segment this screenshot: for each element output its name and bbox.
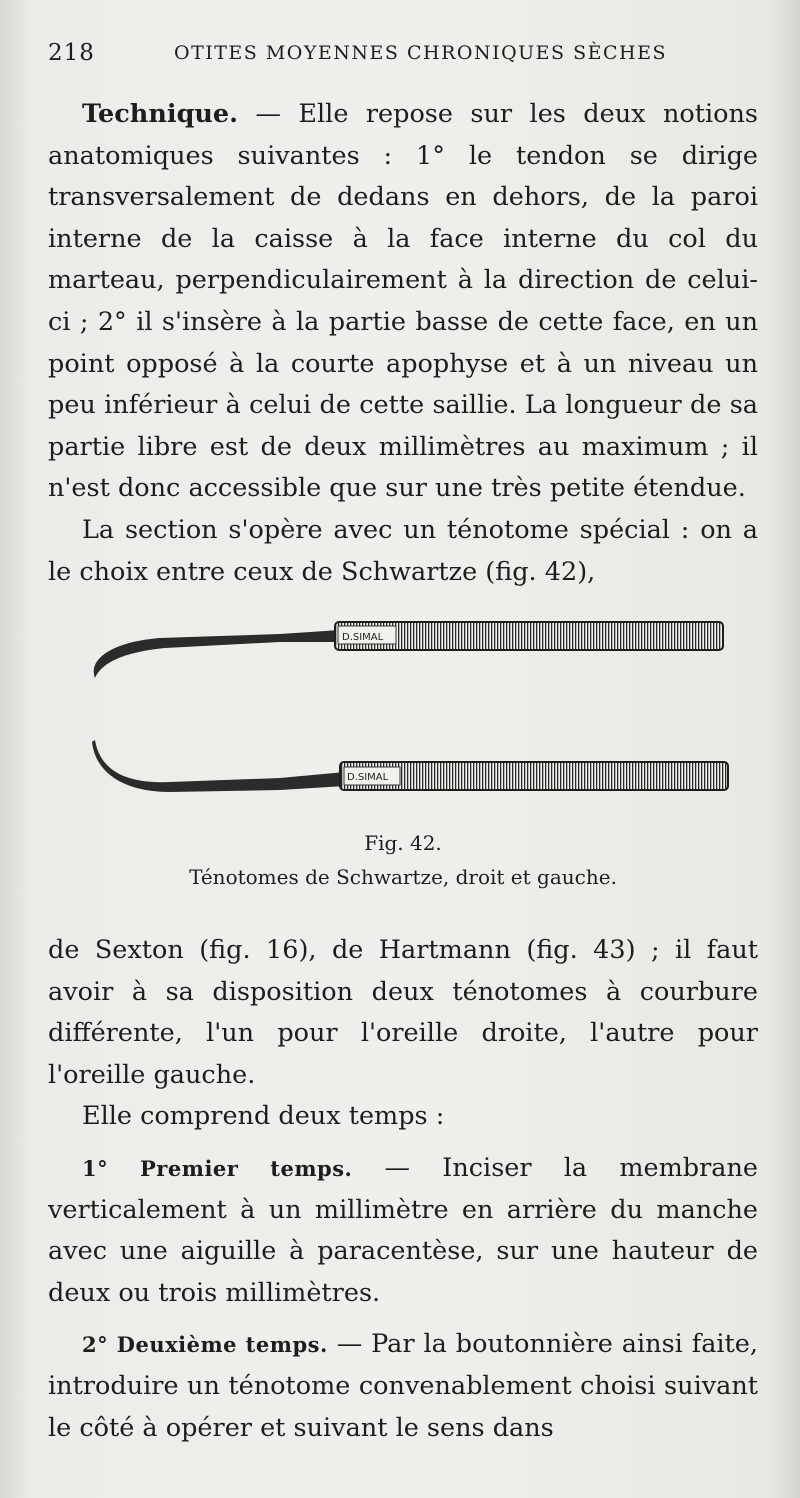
instrument-mark-1: D.SIMAL xyxy=(342,632,384,643)
page-number: 218 xyxy=(48,40,95,66)
figure-caption-block xyxy=(48,826,758,894)
paragraph-temps: Elle comprend deux temps : xyxy=(82,1101,445,1132)
text-block-bottom xyxy=(48,930,758,1449)
figure-caption: Ténotomes de Schwartze, droit et gauche. xyxy=(189,865,617,889)
text-block-top xyxy=(48,94,758,593)
paragraph-lead: 1° Premier temps. xyxy=(82,1155,353,1181)
instrument-mark-2: D.SIMAL xyxy=(347,772,389,783)
paragraph-technique xyxy=(48,94,758,510)
paragraph-text: — Elle repose sur les deux notions anatomiques suivantes : 1° le tendon se dirige transversalement de dedans en dehors, de la paroi interne de la caisse à la face interne du col du marteau, perpendiculairement à la direction de celui-ci ; 2° il s'insère à la partie basse de cette face, en un point opposé à la courte apophyse et à un niveau un peu inférieur à celui de cette saillie. La longueur de sa partie libre est de deux millimètres au maximum ; il n'est donc accessible que sur une très petite étendue. xyxy=(48,99,758,504)
paragraph-text: — Inciser la membrane verticalement à un millimètre en arrière du manche avec une aiguille à paracentèse, sur une hauteur de deux ou trois millimètres. xyxy=(48,1152,758,1308)
figure-number: Fig. 42. xyxy=(364,831,442,855)
paragraph-text: — Par la boutonnière ainsi faite, introduire un ténotome convenablement choisi suivant le côté à opérer et suivant le sens dans xyxy=(48,1329,758,1443)
paragraph-section: La section s'opère avec un ténotome spécial : on a le choix entre ceux de Schwartze (fig. 42), xyxy=(48,514,758,587)
figure-tenotomes xyxy=(80,600,740,840)
paragraph-instruments: de Sexton (fig. 16), de Hartmann (fig. 43) ; il faut avoir à sa disposition deux ténotomes à courbure différente, l'un pour l'oreille droite, l'autre pour l'oreille gauche. xyxy=(48,935,758,1090)
running-title: OTITES MOYENNES CHRONIQUES SÈCHES xyxy=(174,42,667,64)
paragraph-premier-temps xyxy=(48,1148,758,1314)
paragraph-deuxieme-temps xyxy=(48,1324,758,1449)
paragraph-lead: 2° Deuxième temps. xyxy=(82,1332,328,1358)
paragraph-lead: Technique. xyxy=(82,99,239,129)
tenotome-left-illustration xyxy=(92,740,728,792)
running-head xyxy=(48,40,760,74)
tenotome-right-illustration xyxy=(94,622,723,678)
